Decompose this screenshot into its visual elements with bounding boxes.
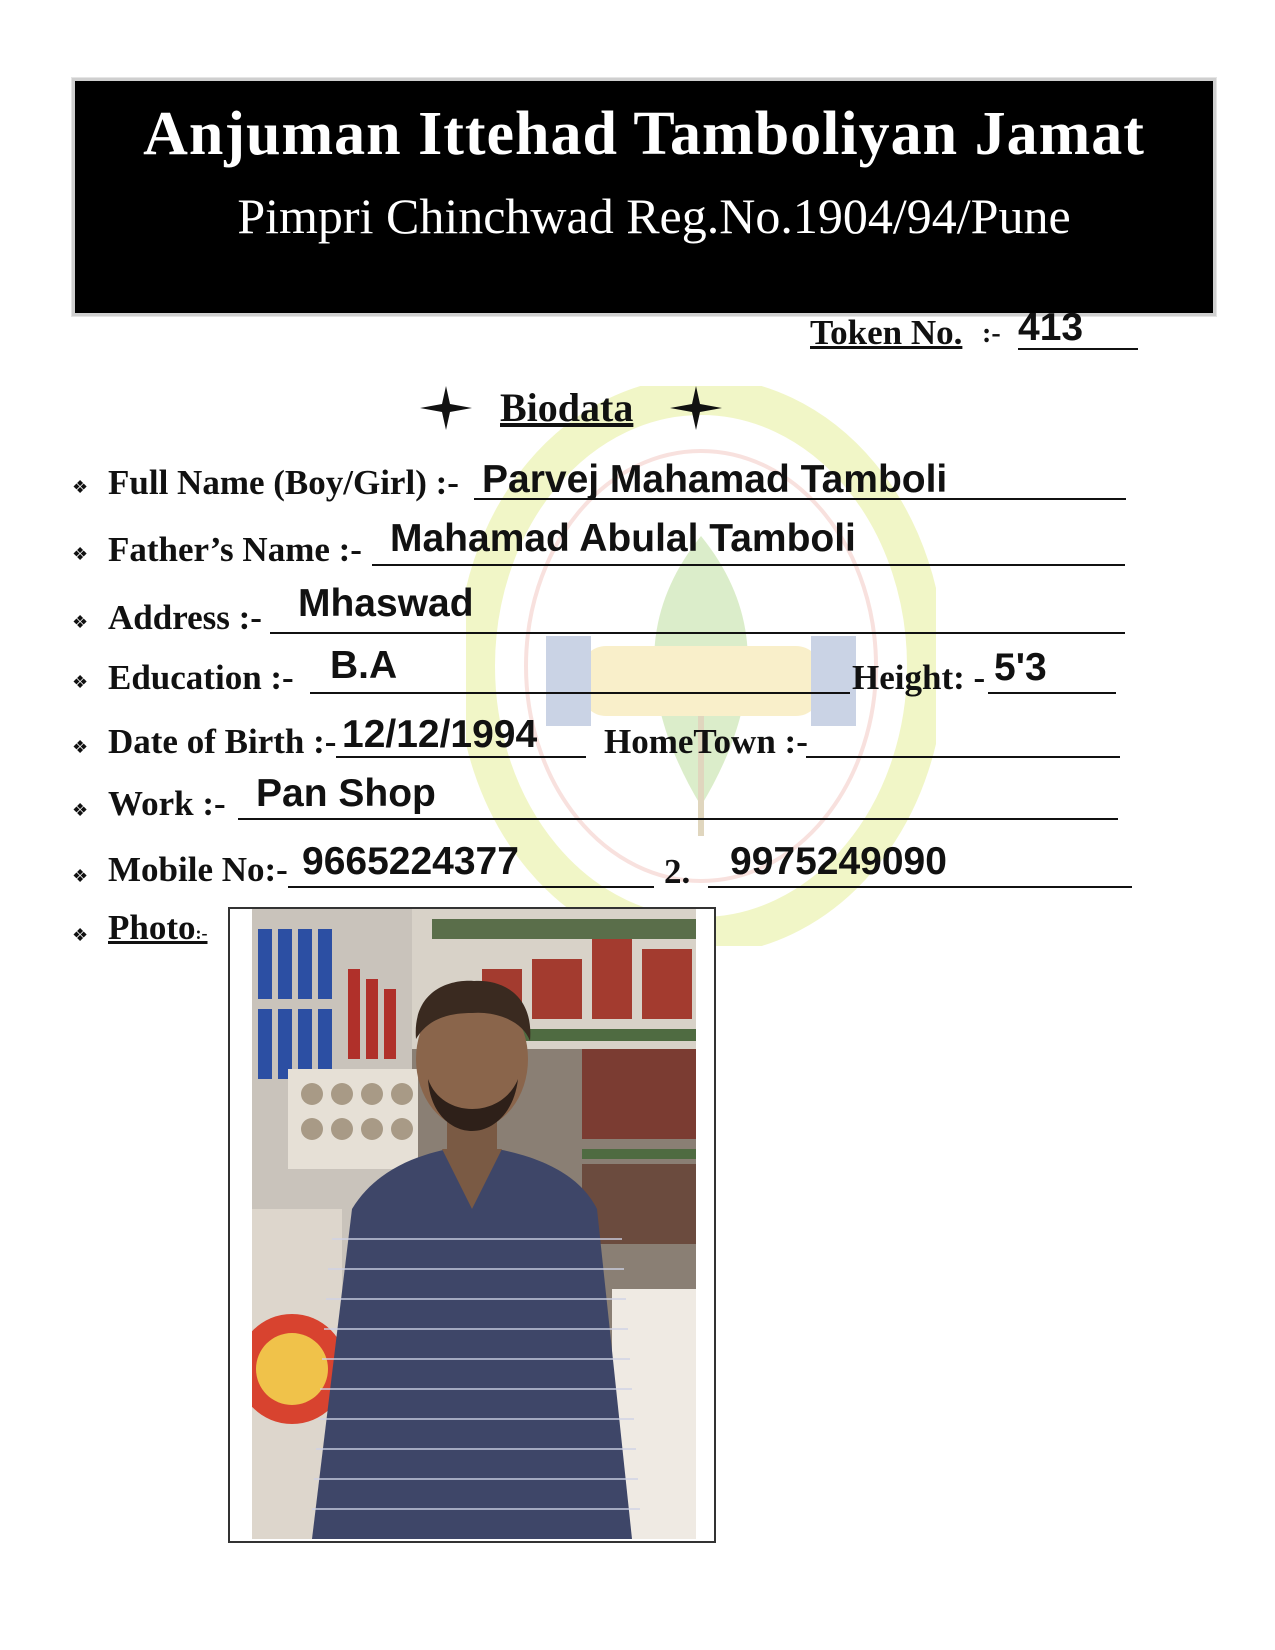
work-value: Pan Shop bbox=[256, 772, 436, 815]
header-banner bbox=[72, 78, 1216, 316]
height-line bbox=[988, 692, 1116, 694]
bullet-icon: ❖ bbox=[72, 925, 89, 945]
height-value: 5'3 bbox=[994, 646, 1047, 689]
biodata-title: Biodata bbox=[500, 385, 634, 430]
applicant-photo bbox=[252, 909, 696, 1539]
bullet-icon: ❖ bbox=[72, 672, 89, 692]
token-label: Token No. bbox=[810, 313, 963, 352]
full-name-label: Full Name (Boy/Girl) :- bbox=[108, 463, 459, 502]
dob-value: 12/12/1994 bbox=[342, 713, 538, 756]
bullet-icon: ❖ bbox=[72, 866, 89, 886]
photo-frame bbox=[228, 907, 716, 1543]
organization-title: Anjuman Ittehad Tamboliyan Jamat bbox=[143, 100, 1145, 168]
mobile-value: 9665224377 bbox=[302, 840, 519, 883]
organization-subtitle: Pimpri Chinchwad Reg.No.1904/94/Pune bbox=[237, 188, 1071, 244]
hometown-label: HomeTown :- bbox=[604, 722, 808, 761]
bullet-icon: ❖ bbox=[72, 612, 89, 632]
mobile-second-label: 2. bbox=[664, 852, 691, 891]
token-value: 413 bbox=[1018, 306, 1084, 349]
bullet-icon: ❖ bbox=[72, 544, 89, 564]
address-value: Mhaswad bbox=[298, 582, 474, 625]
mobile-label: Mobile No:- bbox=[108, 850, 288, 889]
father-name-value: Mahamad Abulal Tamboli bbox=[390, 517, 856, 560]
father-name-line bbox=[372, 564, 1125, 566]
full-name-line bbox=[474, 498, 1126, 500]
education-label: Education :- bbox=[108, 658, 294, 697]
token-underline bbox=[1018, 348, 1138, 350]
work-label: Work :- bbox=[108, 784, 226, 823]
mobile-second-line bbox=[708, 886, 1132, 888]
father-name-label: Father’s Name :- bbox=[108, 530, 362, 569]
full-name-value: Parvej Mahamad Tamboli bbox=[482, 458, 948, 501]
address-label: Address :- bbox=[108, 598, 262, 637]
education-line bbox=[310, 692, 850, 694]
token-separator: :- bbox=[982, 318, 1001, 349]
hometown-line bbox=[806, 756, 1120, 758]
dob-label: Date of Birth :- bbox=[108, 722, 337, 761]
height-label: Height: - bbox=[852, 658, 986, 697]
bullet-icon: ❖ bbox=[72, 477, 89, 497]
mobile-second-value: 9975249090 bbox=[730, 840, 947, 883]
bullet-icon: ❖ bbox=[72, 737, 89, 757]
star-icon bbox=[670, 386, 722, 430]
address-line bbox=[270, 632, 1125, 634]
bullet-icon: ❖ bbox=[72, 800, 89, 820]
dob-line bbox=[336, 756, 586, 758]
work-line bbox=[238, 818, 1118, 820]
photo-label: Photo:- bbox=[108, 908, 208, 947]
education-value: B.A bbox=[330, 644, 398, 687]
star-icon bbox=[420, 386, 472, 430]
mobile-line bbox=[288, 886, 654, 888]
